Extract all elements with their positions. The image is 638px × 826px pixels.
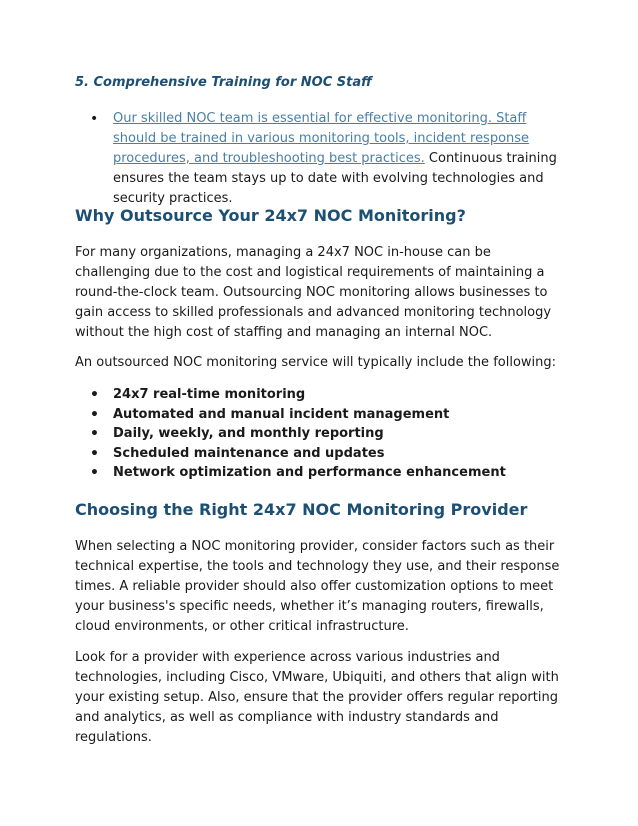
service-item-text: Daily, weekly, and monthly reporting	[113, 426, 384, 442]
outsource-heading: Why Outsource Your 24x7 NOC Monitoring?	[75, 206, 466, 225]
list-item	[75, 444, 570, 464]
service-list	[75, 385, 570, 483]
provider-heading: Choosing the Right 24x7 NOC Monitoring Provider	[75, 500, 528, 519]
bullet-icon: •	[90, 445, 99, 462]
list-item	[75, 405, 570, 425]
training-bullet-text: Continuous training ensures the team stays up to date with evolving technologies and security practices.	[113, 151, 557, 206]
list-item	[75, 109, 570, 209]
outsource-paragraph-1: For many organizations, managing a 24x7 NOC in-house can be challenging due to the cost and logistical requirements of maintaining a round-the-clock team. Outsourcing NOC monitoring allows businesses to gain access to skilled professionals and advanced monitoring technology without the high cost of staffing and managing an internal NOC.	[75, 245, 552, 340]
bullet-icon: •	[90, 465, 99, 482]
training-list	[75, 109, 570, 209]
service-item-text: Network optimization and performance enhancement	[113, 465, 506, 481]
bullet-icon: •	[90, 387, 99, 403]
training-heading: 5. Comprehensive Training for NOC Staff	[75, 75, 372, 90]
service-item-text: 24x7 real-time monitoring	[113, 387, 306, 402]
bullet-icon: •	[90, 406, 99, 423]
training-link[interactable]: Our skilled NOC team is essential for effective monitoring. Staff should be trained in various monitoring tools, incident response procedures, and troubleshooting best practices.	[113, 111, 530, 166]
list-item	[75, 463, 570, 483]
provider-paragraph-2: Look for a provider with experience across various industries and technologies, including Cisco, VMware, Ubiquiti, and others that align with your existing setup. Also, ensure that the provider offers regular reporting and analytics, as well as compliance with industry standards and regulations.	[75, 650, 559, 745]
list-item	[75, 385, 570, 405]
service-item-text: Scheduled maintenance and updates	[113, 445, 385, 461]
service-item-text: Automated and manual incident management	[113, 406, 450, 422]
outsource-paragraph-2: An outsourced NOC monitoring service will typically include the following:	[75, 355, 557, 370]
bullet-icon: •	[90, 426, 99, 443]
list-item	[75, 424, 570, 444]
provider-paragraph-1: When selecting a NOC monitoring provider, consider factors such as their technical expertise, the tools and technology they use, and their response times. A reliable provider should also offer customization options to meet your business's specific needs, whether it’s managing routers, firewalls, cloud environments, or other critical infrastructure.	[75, 539, 560, 634]
bullet-icon: •	[90, 111, 99, 127]
